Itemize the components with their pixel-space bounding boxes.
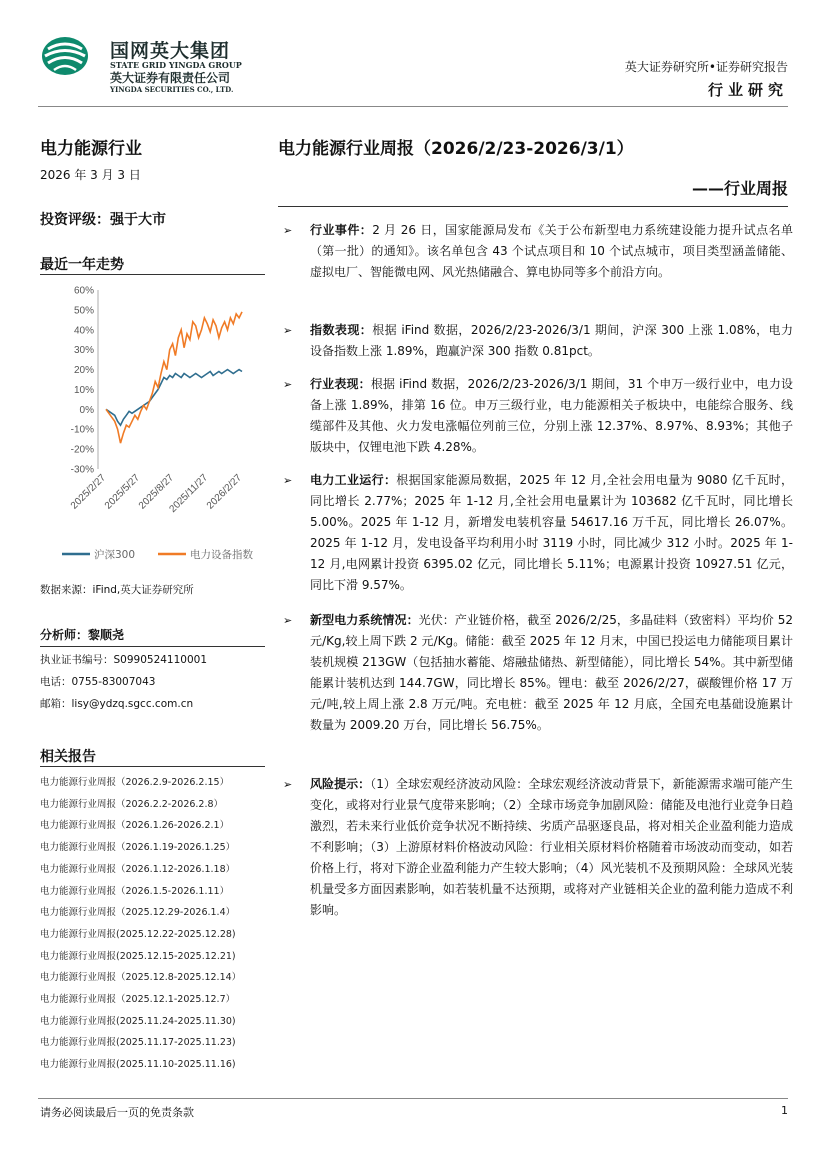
header-divider	[38, 106, 788, 107]
arrow-icon: ➢	[283, 224, 293, 237]
bullet-industry-event	[283, 220, 793, 283]
x-tick-label: 2025/8/27	[136, 472, 177, 512]
related-report-item: 电力能源行业周报（2025.12.8-2025.12.14）	[40, 972, 242, 984]
y-tick-label: 50%	[73, 305, 94, 317]
legend-label: 沪深300	[94, 549, 136, 561]
y-tick-label: 10%	[73, 384, 94, 396]
related-report-item: 电力能源行业周报(2025.12.15-2025.12.21)	[40, 950, 236, 962]
related-report-item: 电力能源行业周报(2025.11.17-2025.11.23)	[40, 1037, 236, 1049]
x-tick-label: 2025/11/27	[167, 472, 211, 515]
industry-name: 电力能源行业	[40, 139, 142, 159]
report-type: 行业研究	[707, 81, 788, 99]
bullet-text: 光伏：产业链价格，截至 2026/2/25，多晶硅料（致密料）平均价 52 元/Kg,较上周下跌 2 元/Kg。储能：截至 2025 年 12 月末，中国已投运电力储能项目累计装机规模 213GW（包括抽水蓄能、熔融盐储热、新型储能），同比增长 54%。其中新型储能累计装机达到 144.7GW，同比增长 85%。锂电：截至 2026/2/27，碳酸锂价格 17 万元/吨,较上周上涨 2.8 万元/吨。充电桩：截至 2025 年 12 月底，全国充电基础设施累计数量为 2009.20 万台，同比增长 56.75%。	[310, 613, 793, 732]
bullet-new-power-system	[283, 610, 793, 736]
bullet-label: 风险提示：	[310, 777, 371, 791]
related-report-item: 电力能源行业周报(2025.11.10-2025.11.16)	[40, 1059, 236, 1071]
related-report-item: 电力能源行业周报(2025.12.22-2025.12.28)	[40, 928, 236, 940]
bullet-label: 新型电力系统情况：	[310, 613, 419, 627]
related-report-item: 电力能源行业周报（2026.1.26-2026.2.1）	[40, 820, 230, 832]
related-report-item: 电力能源行业周报（2026.2.2-2026.2.8）	[40, 798, 224, 810]
analyst-name: 分析师：黎顺尧	[40, 628, 125, 642]
series-line-1	[106, 312, 242, 443]
related-report-item: 电力能源行业周报（2025.12.1-2025.12.7）	[40, 994, 236, 1005]
analyst-email: 邮箱：lisy@ydzq.sgcc.com.cn	[40, 698, 194, 710]
bullet-text: 根据 iFind 数据，2026/2/23-2026/3/1 期间，沪深 300 上涨 1.08%，电力设备指数上涨 1.89%，跑赢沪深 300 指数 0.81pct。	[310, 323, 793, 358]
analyst-cert: 执业证书编号：S0990524110001	[40, 654, 208, 666]
arrow-icon: ➢	[283, 778, 293, 791]
related-report-item: 电力能源行业周报（2025.12.29-2026.1.4）	[40, 907, 236, 919]
bullet-text: 根据 iFind 数据，2026/2/23-2026/3/1 期间，31 个申万一级行业中，电力设备上涨 1.89%，排第 16 位。申万三级行业，电力能源相关子板块中，电能综合服务、线缆部件及其他、火力发电涨幅位列前三位，分别上涨 12.37%、8.97%、8.93%；其他子版块中，仅锂电池下跌 4.28%。	[310, 377, 793, 454]
trend-title: 最近一年走势	[40, 257, 124, 273]
chart-source: 数据来源：iFind,英大证券研究所	[40, 584, 194, 596]
y-tick-label: -10%	[70, 424, 94, 436]
trend-chart	[40, 280, 265, 570]
y-tick-label: 40%	[73, 325, 94, 337]
y-tick-label: 0%	[79, 404, 94, 416]
logo-text-en: STATE GRID YINGDA GROUP	[110, 60, 242, 70]
bullet-index-performance	[283, 320, 793, 362]
x-tick-label: 2025/2/27	[68, 472, 109, 512]
bullet-text: 根据国家能源局数据，2025 年 12 月,全社会用电量为 9080 亿千瓦时，同比增长 2.77%；2025 年 1-12 月,全社会用电量累计为 103682 亿千瓦时，同比增长 5.00%。2025 年 1-12 月，新增发电装机容量 54617.16 万千瓦，同比增长 26.07%。2025 年 1-12 月，发电设备平均利用小时 3119 小时，同比减少 312 小时。2025 年 1-12 月,电网累计投资 6395.02 亿元，同比增长 5.11%；电源累计投资 10927.51 亿元，同比下滑 9.57%。	[310, 473, 793, 592]
related-report-item: 电力能源行业周报（2026.1.5-2026.1.11）	[40, 885, 230, 897]
company-name-en: YINGDA SECURITIES CO., LTD.	[110, 85, 234, 94]
arrow-icon: ➢	[283, 378, 293, 391]
related-report-item: 电力能源行业周报(2025.11.24-2025.11.30)	[40, 1015, 236, 1027]
state-grid-logo-icon	[40, 35, 90, 77]
related-report-item: 电力能源行业周报（2026.1.19-2026.1.25）	[40, 842, 236, 854]
institute-label: 英大证券研究所•证券研究报告	[624, 60, 788, 74]
related-report-item: 电力能源行业周报（2026.2.9-2026.2.15）	[40, 777, 230, 788]
bullet-label: 行业事件：	[310, 223, 373, 237]
report-subtitle: ——行业周报	[691, 179, 788, 198]
bullet-risk-warning	[283, 774, 793, 921]
bullet-label: 指数表现：	[310, 323, 373, 337]
arrow-icon: ➢	[283, 614, 293, 627]
series-line-0	[106, 370, 242, 426]
bullet-text: （1）全球宏观经济波动风险：全球宏观经济波动背景下，新能源需求端可能产生变化，或将对行业景气度带来影响；（2）全球市场竞争加剧风险：储能及电池行业竞争日趋激烈，若未来行业低价竞争状况不断持续、劣质产品驱逐良品，将对相关企业盈利能力造成不利影响；（3）上游原材料价格波动风险：行业相关原材料价格随着市场波动而变动，如若价格上行，将对下游企业盈利能力产生较大影响；（4）风光装机不及预期风险：全球风光装机量受多方面因素影响，如若装机量不达预期，或将对产业链相关企业的盈利能力造成不利影响。	[310, 777, 793, 917]
x-tick-label: 2025/5/27	[102, 472, 143, 512]
y-tick-label: 20%	[73, 365, 94, 377]
y-tick-label: -20%	[70, 444, 94, 456]
page-header	[0, 0, 826, 110]
related-report-item: 电力能源行业周报（2026.1.12-2026.1.18）	[40, 863, 236, 875]
x-tick-label: 2026/2/27	[204, 472, 245, 512]
legend-label: 电力设备指数	[190, 549, 253, 561]
report-title: 电力能源行业周报（2026/2/23-2026/3/1）	[278, 139, 634, 159]
analyst-phone: 电话：0755-83007043	[40, 676, 156, 688]
y-tick-label: 60%	[73, 285, 94, 297]
arrow-icon: ➢	[283, 324, 293, 337]
related-divider	[40, 766, 265, 767]
bullet-label: 行业表现：	[310, 377, 371, 391]
related-reports-title: 相关报告	[40, 749, 96, 765]
bullet-power-operation	[283, 470, 793, 596]
bullet-industry-performance	[283, 374, 793, 458]
page-number: 1	[781, 1104, 788, 1117]
y-tick-label: -30%	[70, 464, 94, 476]
title-divider	[278, 206, 788, 207]
y-tick-label: 30%	[73, 345, 94, 357]
investment-rating: 投资评级：强于大市	[40, 212, 166, 228]
bullet-text: 2 月 26 日，国家能源局发布《关于公布新型电力系统建设能力提升试点名单（第一批）的通知》。该名单包含 43 个试点项目和 10 个试点城市，项目类型涵盖储能、虚拟电厂、智能微电网、风光热储融合、算电协同等多个前沿方向。	[310, 223, 793, 279]
trend-divider	[40, 274, 265, 275]
company-name-cn: 英大证券有限责任公司	[110, 71, 231, 85]
arrow-icon: ➢	[283, 474, 293, 487]
bullet-label: 电力工业运行：	[310, 473, 397, 487]
analyst-divider	[40, 646, 265, 647]
footer-divider	[38, 1098, 788, 1099]
report-date: 2026 年 3 月 3 日	[40, 168, 141, 182]
logo-text-cn: 国网英大集团	[110, 40, 231, 62]
footer-disclaimer: 请务必阅读最后一页的免责条款	[40, 1106, 194, 1119]
